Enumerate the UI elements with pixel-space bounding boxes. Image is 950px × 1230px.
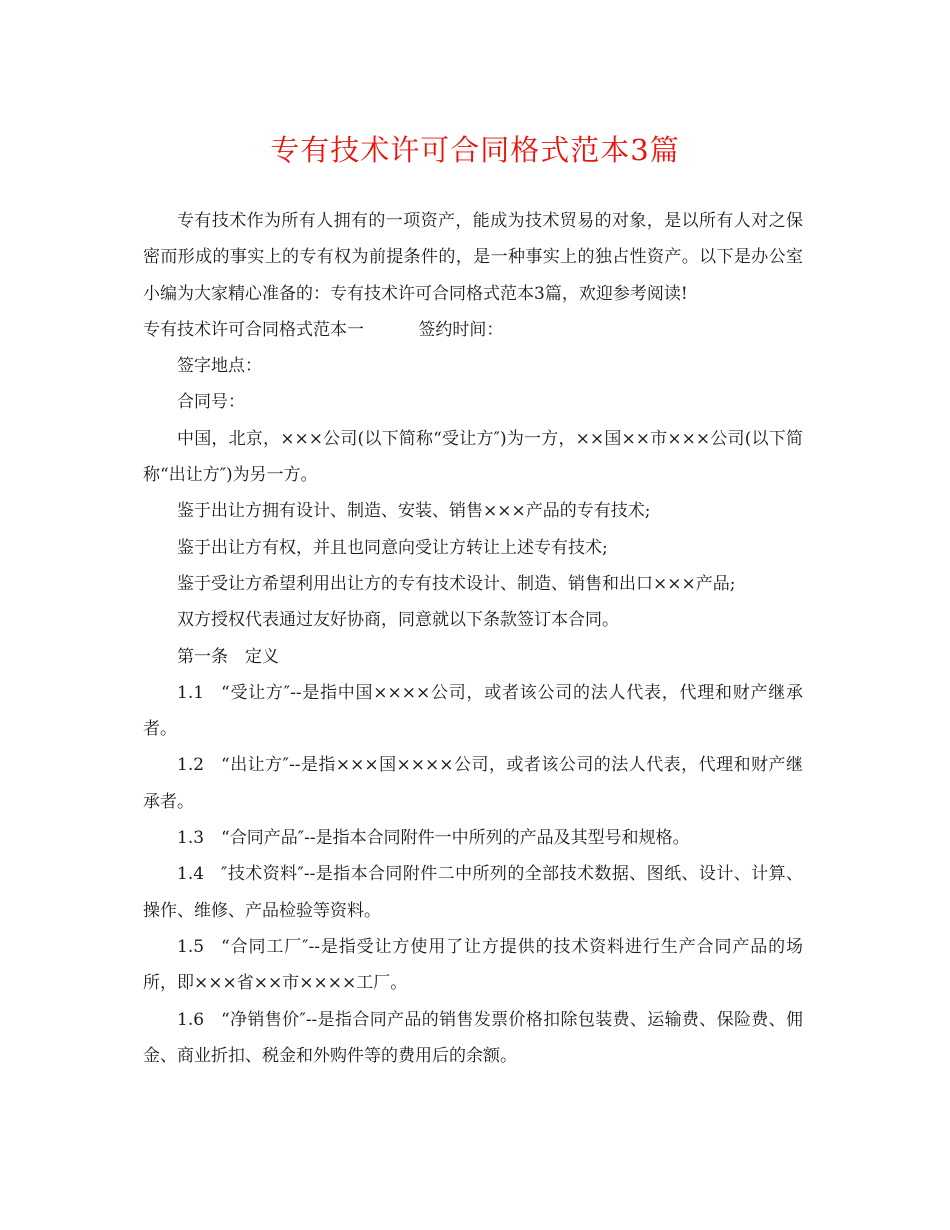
definition-item [143, 747, 803, 820]
definition-text: “合同工厂″--是指受让方使用了让方提供的技术资料进行生产合同产品的场所，即×××省××市××××工厂。 [143, 936, 803, 994]
whereas-clause-2: 鉴于出让方有权，并且也同意向受让方转让上述专有技术; [177, 537, 608, 558]
definition-number: 1.5 [177, 936, 205, 957]
sign-time-label: 签约时间： [418, 319, 504, 340]
sign-place-label: 签字地点： [177, 356, 262, 377]
definition-number: 1.6 [177, 1009, 205, 1030]
definition-number: 1.3 [177, 828, 205, 849]
article-1-heading [143, 639, 803, 675]
definition-text: “合同产品″--是指本合同附件一中所列的产品及其型号和规格。 [221, 828, 690, 849]
definition-number: 1.2 [177, 755, 205, 776]
parties-paragraph: 中国，北京，×××公司(以下简称“受让方″)为一方，××国××市×××公司(以下简称“出让方″)为另一方。 [143, 428, 803, 486]
definition-text: “净销售价″--是指合同产品的销售发票价格扣除包装费、运输费、保险费、佣金、商业折扣、税金和外购件等的费用后的余额。 [143, 1009, 803, 1066]
article-1-title: 定义 [245, 646, 279, 667]
whereas-clause-3: 鉴于受让方希望利用出让方的专有技术设计、制造、销售和出口×××产品; [177, 573, 736, 594]
intro-paragraph: 专有技术作为所有人拥有的一项资产，能成为技术贸易的对象，是以所有人对之保密而形成的事实上的专有权为前提条件的，是一种事实上的独占性资产。以下是办公室小编为大家精心准备的：专有技术许可合同格式范本3篇，欢迎参考阅读! [143, 211, 803, 304]
section-heading: 专有技术许可合同格式范本一 [143, 319, 364, 340]
definition-item [143, 1002, 803, 1075]
definition-item [143, 675, 803, 748]
article-1-number: 第一条 [177, 646, 228, 667]
definition-item [143, 820, 803, 856]
section-heading-line [143, 312, 803, 348]
definition-item [143, 929, 803, 1002]
definition-text: “出让方″--是指×××国××××公司，或者该公司的法人代表，代理和财产继承者。 [143, 755, 803, 812]
definition-text: “受让方″--是指中国××××公司，或者该公司的法人代表，代理和财产继承者。 [143, 682, 803, 740]
document-title: 专有技术许可合同格式范本3篇 [270, 133, 680, 167]
definition-number: 1.4 [177, 864, 205, 885]
document-body [143, 203, 803, 1074]
agreement-paragraph: 双方授权代表通过友好协商，同意就以下条款签订本合同。 [177, 610, 619, 631]
definition-text: ″技术资料″--是指本合同附件二中所列的全部技术数据、图纸、设计、计算、操作、维修、产品检验等资料。 [143, 864, 803, 921]
contract-no-label: 合同号： [177, 392, 245, 413]
definition-item [143, 856, 803, 929]
whereas-clause-1: 鉴于出让方拥有设计、制造、安装、销售×××产品的专有技术; [177, 501, 651, 522]
definition-number: 1.1 [177, 682, 205, 703]
